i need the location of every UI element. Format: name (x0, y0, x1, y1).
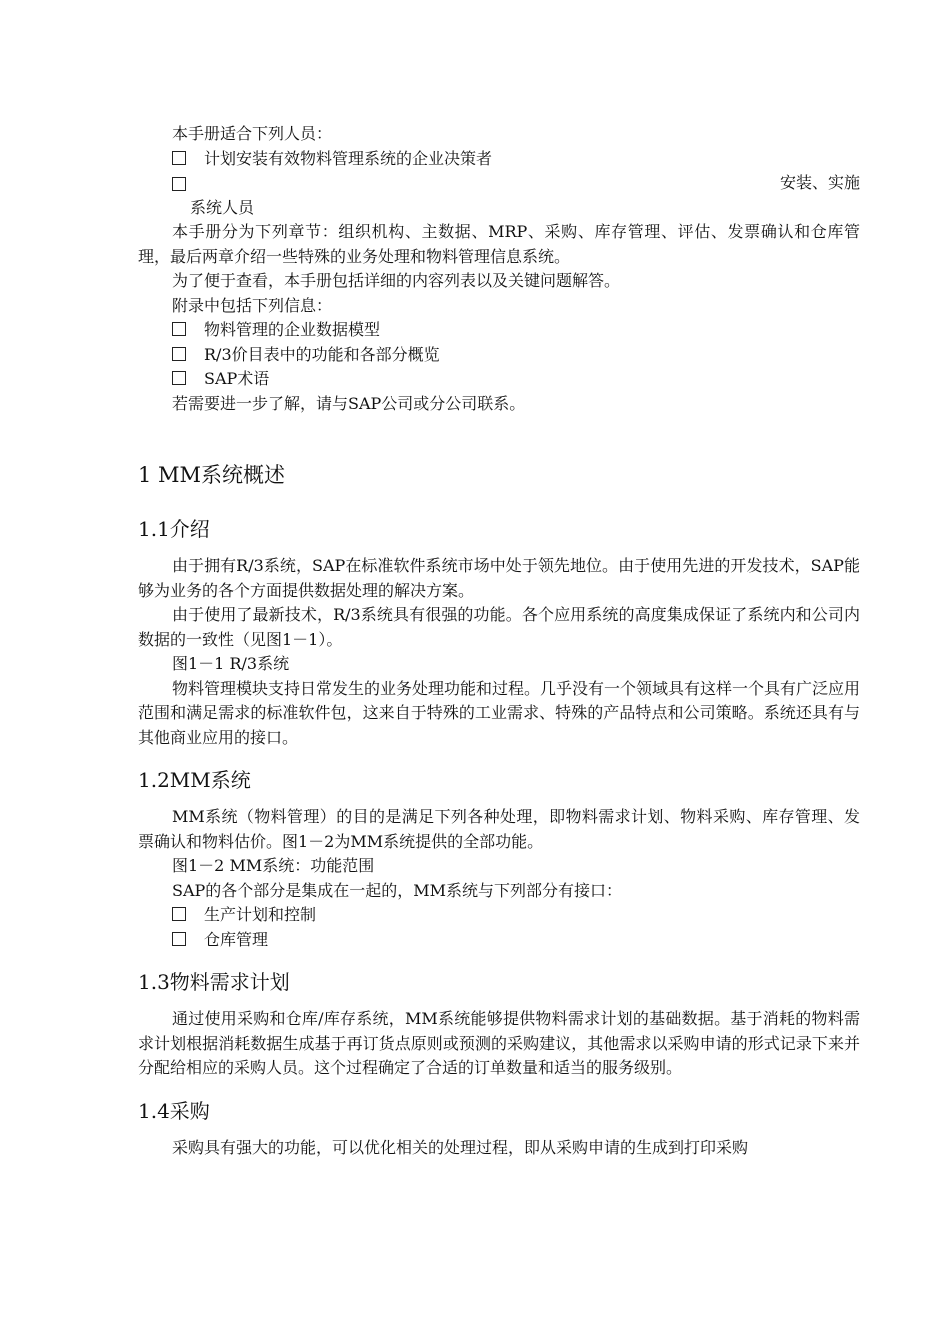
checkbox-icon (172, 347, 186, 361)
checkbox-icon (172, 177, 186, 191)
audience-text: 本手册适合下列人员： (172, 124, 333, 143)
section-heading: 1.3物料需求计划 (138, 970, 290, 994)
bullet-item: 计划安装有效物料管理系统的企业决策者 (138, 147, 860, 172)
checkbox-icon (172, 151, 186, 165)
document-page (138, 122, 860, 1160)
paragraph: SAP的各个部分是集成在一起的，MM系统与下列部分有接口： (172, 880, 623, 900)
paragraph: 采购具有强大的功能，可以优化相关的处理过程，即从采购申请的生成到打印采购 (172, 1137, 749, 1157)
bullet-item: 安装、实施 (138, 171, 860, 196)
section-heading: 1.1介绍 (138, 517, 210, 541)
chapter-heading: 1 MM系统概述 (138, 463, 286, 487)
toc-paragraph: 为了便于查看，本手册包括详细的内容列表以及关键问题解答。 (172, 271, 621, 290)
figure-caption: 图1－1 R/3系统 (172, 654, 290, 673)
appendix-intro: 附录中包括下列信息： (172, 295, 333, 315)
checkbox-icon (172, 371, 186, 385)
section-heading: 1.4采购 (138, 1098, 210, 1123)
paragraph: MM系统（物料管理）的目的是满足下列各种处理，即物料需求计划、物料采购、库存管理、发票确认和物料估价。图1－2为MM系统提供的全部功能。 (138, 807, 860, 851)
figure-caption: 图1－2 MM系统：功能范围 (172, 856, 375, 875)
appendix-item: 物料管理的企业数据模型 (138, 318, 860, 343)
interface-item: 生产计划和控制 (138, 903, 860, 928)
paragraph: 物料管理模块支持日常发生的业务处理功能和过程。几乎没有一个领域具有这样一个具有广泛应用范围和满足需求的标准软件包，这来自于特殊的工业需求、特殊的产品特点和公司策略。系统还具有与其他商业应用的接口。 (138, 678, 861, 747)
chapters-paragraph: 本手册分为下列章节：组织机构、主数据、MRP、采购、库存管理、评估、发票确认和仓库管理，最后两章介绍一些特殊的业务处理和物料管理信息系统。 (138, 222, 860, 266)
checkbox-icon (172, 322, 186, 336)
paragraph: 由于使用了最新技术，R/3系统具有很强的功能。各个应用系统的高度集成保证了系统内和公司内数据的一致性（见图1－1）。 (138, 605, 860, 649)
appendix-item: SAP术语 (138, 367, 860, 392)
section-heading: 1.2MM系统 (138, 768, 251, 792)
checkbox-icon (172, 932, 186, 946)
checkbox-icon (172, 907, 186, 921)
interface-item: 仓库管理 (138, 928, 860, 953)
appendix-item: R/3价目表中的功能和各部分概览 (138, 343, 860, 368)
contact-paragraph: 若需要进一步了解，请与SAP公司或分公司联系。 (172, 393, 526, 413)
paragraph: 由于拥有R/3系统，SAP在标准软件系统市场中处于领先地位。由于使用先进的开发技术，SAP能够为业务的各个方面提供数据处理的解决方案。 (138, 556, 860, 600)
paragraph: 通过使用采购和仓库/库存系统，MM系统能够提供物料需求计划的基础数据。基于消耗的物料需求计划根据消耗数据生成基于再订货点原则或预测的采购建议，其他需求以采购申请的形式记录下来并分配给相应的采购人员。这个过程确定了合适的订单数量和适当的服务级别。 (138, 1009, 860, 1077)
bullet-continuation: 系统人员 (190, 197, 255, 217)
